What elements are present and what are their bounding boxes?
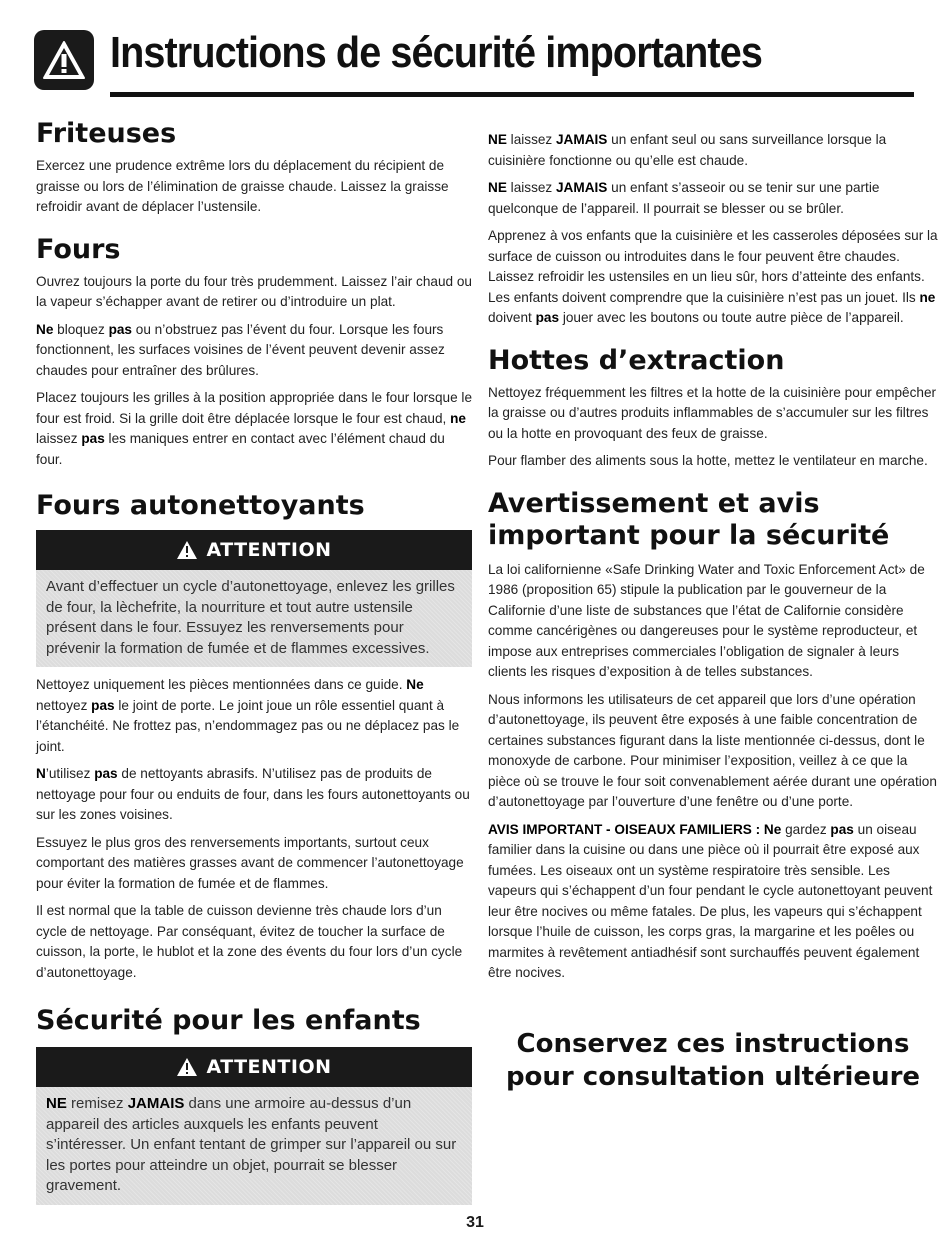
avertissement-paragraph-3: AVIS IMPORTANT - OISEAUX FAMILIERS : Ne gardez pas un oiseau familier dans la cuisine ou dans une pièce où il pourrait être exposé aux fumées. Les oiseaux ont un système respiratoire très sensible. Les vapeurs qui s’échappent d’un four pendant le cycle autonettoyant peuvent leur être nocives ou même fatales. De plus, les vapeurs qui s’échappent lorsque l’huile de cuisson, les corps gras, la margarine et les poêles ou marmites à revêtement antiadhésif sont surchauffés peuvent également être nocives. (488, 821, 933, 980)
left-column (36, 118, 472, 1213)
autonettoyants-paragraph-2: N’utilisez pas de nettoyants abrasifs. N’utilisez pas de produits de nettoyage pour four ou enduits de four, dans les fours autonettoyants ou sur les zones voisines. (36, 766, 470, 822)
autonettoyants-paragraph-1: Nettoyez uniquement les pièces mentionnées dans ce guide. Ne nettoyez pas le joint de porte. Le joint joue un rôle essentiel quant à l’étanchéité. Ne frottez pas, n’endommagez pas ou ne déplacez pas le joint. (36, 677, 460, 754)
enfants-paragraph-3: Apprenez à vos enfants que la cuisinière et les casseroles déposées sur la surface de cuisson ou introduites dans le four peuvent être chaudes. Laissez refroidir les ustensiles en un lieu sûr, hors d’atteinte des enfants. Les enfants doivent comprendre que la cuisinière n’est pas un jouet. Ils ne doivent pas jouer avec les boutons ou toute autre pièce de l’appareil. (488, 228, 938, 325)
autonettoyants-paragraph-3: Essuyez le plus gros des renversements importants, surtout ceux comportant des matières grasses avant de commencer l’autonettoyage pour éviter la formation de fumée et de flammes. (36, 834, 464, 891)
title-rule (110, 92, 914, 97)
attention-box-autonettoyage (36, 530, 472, 667)
attention-box-enfants (36, 1047, 472, 1205)
fours-paragraph-3: Placez toujours les grilles à la position appropriée dans le four lorsque le four est froid. Si la grille doit être déplacée lorsque le four est chaud, ne laissez pas les maniques entrer en contact avec l’élément chaud du four. (36, 390, 473, 467)
enfants-paragraph-2: NE laissez JAMAIS un enfant s’asseoir ou se tenir sur une partie quelconque de l’appareil. Il pourrait se blesser ou se brûler. (488, 180, 880, 216)
section-heading-autonettoyants: Fours autonettoyants (36, 490, 365, 521)
page-header (34, 26, 914, 104)
section-heading-hottes: Hottes d’extraction (488, 344, 785, 376)
conservez-line-2: pour consultation ultérieure (505, 1061, 921, 1092)
attention-banner (36, 530, 472, 570)
warning-icon (176, 540, 198, 560)
friteuses-paragraph: Exercez une prudence extrême lors du déplacement du récipient de graisse ou lors de l’élimination de graisse chaude. Laissez la graisse refroidir avant de déplacer l’ustensile. (36, 158, 449, 214)
conservez-line-1: Conservez ces instructions (516, 1028, 910, 1059)
enfants-paragraph-1: NE laissez JAMAIS un enfant seul ou sans surveillance lorsque la cuisinière fonctionne ou qu’elle est chaude. (488, 132, 887, 168)
attention-banner (36, 1047, 472, 1087)
section-heading-avertissement: Avertissement et avis important pour la sécurité (488, 487, 890, 551)
fours-paragraph-1: Ouvrez toujours la porte du four très prudemment. Laissez l’air chaud ou la vapeur s’échapper avant de retirer ou d’introduire un plat. (36, 273, 472, 309)
section-heading-fours: Fours (36, 233, 121, 265)
attention-label: ATTENTION (206, 539, 332, 561)
hottes-paragraph-1: Nettoyez fréquemment les filtres et la hotte de la cuisinière pour empêcher la graisse ou d’autres produits inflammables de s’accumuler sur les filtres ou la hotte en provoquant des feux de graisse. (488, 384, 937, 441)
conservez-block (488, 1028, 938, 1094)
autonettoyants-paragraph-4: Il est normal que la table de cuisson devienne très chaude lors d’un cycle de nettoyage. Par conséquant, évitez de toucher la surface de cuisson, la porte, le hublot et la zone des évents du four lors d’un cycle d’autonettoyage. (36, 903, 463, 980)
warning-icon (176, 1057, 198, 1077)
attention-label: ATTENTION (206, 1056, 332, 1078)
hottes-paragraph-2: Pour flamber des aliments sous la hotte, mettez le ventilateur en marche. (488, 453, 928, 468)
avertissement-paragraph-1: La loi californienne «Safe Drinking Water and Toxic Enforcement Act» de 1986 (proposition 65) stipule la publication par le gouverneur de la Californie d’une liste de substances que l’état de Californie considère comme cancérigènes ou dangereuses pour le système reproducteur, et impose aux entreprises commerciales l’obligation de signaler à leurs clients les risques d’exposition à de telles substances. (488, 561, 925, 679)
right-column (488, 130, 938, 1094)
page-title: Instructions de sécurité importantes (110, 28, 762, 77)
page-number: 31 (466, 1214, 484, 1231)
fours-paragraph-2: Ne bloquez pas ou n’obstruez pas l’évent du four. Lorsque les fours fonctionnent, les surfaces voisines de l’évent peuvent devenir assez chaudes pour entraîner des brûlures. (36, 321, 445, 378)
attention-text: NE remisez JAMAIS dans une armoire au-dessus d’un appareil des articles auxquels les enfants peuvent s’intéresser. Un enfant tentant de grimper sur l’appareil ou sur les portes pour atteindre un objet, pourrait se blesser gravement. (46, 1095, 457, 1194)
warning-triangle-icon (34, 30, 94, 90)
attention-text: Avant d’effectuer un cycle d’autonettoyage, enlevez les grilles de four, la lèchefrite, la nourriture et tout autre ustensile présent dans le four. Essuyez les renversements pour prévenir la formation de fumée et de flammes excessives. (46, 578, 455, 657)
section-heading-enfants: Sécurité pour les enfants (36, 1005, 421, 1036)
section-heading-friteuses: Friteuses (36, 118, 177, 149)
avertissement-paragraph-2: Nous informons les utilisateurs de cet appareil que lors d’une opération d’autonettoyage, ils peuvent être exposés à une faible concentration de certaines substances figurant dans la liste mentionnée ci-dessus, dont le monoxyde de carbone. Pour minimiser l’exposition, veillez à ce que la pièce où se trouve le four soit convenablement aérée durant une opération d’autonettoyage par l’ouverture d’une fenêtre ou d’une porte. (488, 691, 937, 809)
